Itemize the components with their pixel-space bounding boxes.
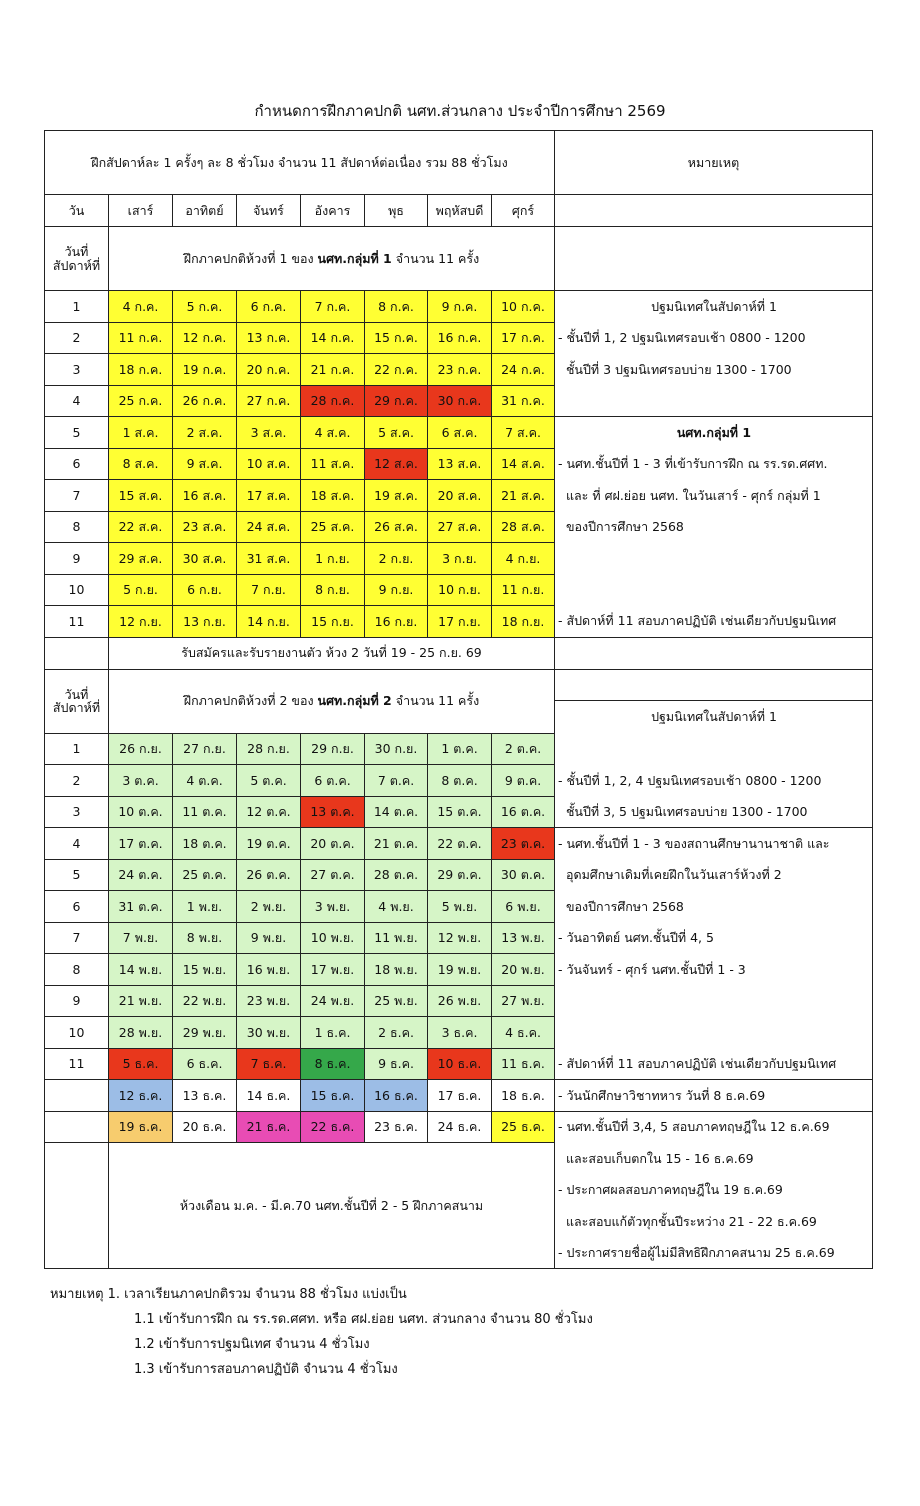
week-label-line: วันที่: [64, 686, 89, 702]
date-cell: 5 ต.ค.: [237, 765, 301, 797]
week-label-line: วันที่: [64, 244, 89, 260]
date-cell: 26 พ.ย.: [428, 985, 492, 1017]
date-cell: 4 พ.ย.: [365, 891, 428, 923]
date-cell: 6 พ.ย.: [492, 891, 555, 923]
date-cell: 2 ก.ย.: [365, 543, 428, 575]
date-cell: 1 ธ.ค.: [301, 1017, 365, 1049]
remark-line: และ ที่ ศฝ.ย่อย นศท. ในวันเสาร์ - ศุกร์ กลุ่มที่ 1: [555, 480, 873, 512]
week-number: 2: [45, 765, 109, 797]
date-cell: 14 ต.ค.: [365, 796, 428, 828]
date-cell: 8 ก.ค.: [365, 291, 428, 323]
date-cell: 18 ส.ค.: [301, 480, 365, 512]
date-cell: 15 พ.ย.: [173, 954, 237, 986]
group-title-text: ฝึกภาคปกติห้วงที่ 2 ของ: [183, 693, 318, 709]
date-cell: 22 ก.ค.: [365, 354, 428, 386]
date-cell: 3 ส.ค.: [237, 417, 301, 449]
remark-line: ของปีการศึกษา 2568: [555, 891, 873, 923]
date-cell: 21 พ.ย.: [109, 985, 173, 1017]
table-row: [45, 796, 873, 828]
table-row: [45, 511, 873, 543]
date-cell: 8 พ.ย.: [173, 922, 237, 954]
table-row: [45, 195, 873, 227]
remark-line: - ชั้นปีที่ 1, 2 ปฐมนิเทศรอบเช้า 0800 - 1200: [555, 322, 873, 354]
date-cell: 7 พ.ย.: [109, 922, 173, 954]
remark-blank: [555, 669, 873, 700]
date-cell: 27 ก.ค.: [237, 385, 301, 417]
date-cell: 5 ส.ค.: [365, 417, 428, 449]
date-cell: 1 ส.ค.: [109, 417, 173, 449]
date-cell: 31 ส.ค.: [237, 543, 301, 575]
table-row: [45, 574, 873, 606]
date-cell: 30 ก.ค.: [428, 385, 492, 417]
date-cell: 18 ต.ค.: [173, 828, 237, 860]
date-cell: 24 ก.ค.: [492, 354, 555, 386]
date-cell: 24 ต.ค.: [109, 859, 173, 891]
date-cell: 23 ก.ค.: [428, 354, 492, 386]
week-number: 11: [45, 606, 109, 638]
week-number: 4: [45, 385, 109, 417]
table-row: [45, 354, 873, 386]
date-cell: 15 ธ.ค.: [301, 1080, 365, 1112]
table-row: [45, 1017, 873, 1049]
date-cell: 1 ต.ค.: [428, 733, 492, 765]
date-cell: 25 พ.ย.: [365, 985, 428, 1017]
date-cell: 9 ต.ค.: [492, 765, 555, 797]
date-cell: 14 ธ.ค.: [237, 1080, 301, 1112]
date-cell: 22 ธ.ค.: [301, 1111, 365, 1143]
date-cell: 6 ก.ย.: [173, 574, 237, 606]
table-row: [45, 765, 873, 797]
date-cell: 6 ก.ค.: [237, 291, 301, 323]
remark-line: - วันอาทิตย์ นศท.ชั้นปีที่ 4, 5: [555, 922, 873, 954]
date-cell: 20 ธ.ค.: [173, 1111, 237, 1143]
date-cell: 12 ต.ค.: [237, 796, 301, 828]
remark-line: ชั้นปีที่ 3 ปฐมนิเทศรอบบ่าย 1300 - 1700: [555, 354, 873, 386]
date-cell: 11 ธ.ค.: [492, 1048, 555, 1080]
date-cell: 7 ธ.ค.: [237, 1048, 301, 1080]
date-cell: 12 พ.ย.: [428, 922, 492, 954]
date-cell: 31 ก.ค.: [492, 385, 555, 417]
date-cell: 21 ส.ค.: [492, 480, 555, 512]
date-cell: 7 ก.ย.: [237, 574, 301, 606]
table-row: [45, 291, 873, 323]
date-cell: 12 ส.ค.: [365, 448, 428, 480]
table-row: [45, 954, 873, 986]
blank-cell: [45, 637, 109, 669]
footnote-item: 1.1 เข้ารับการฝึก ณ รร.รด.ศศท. หรือ ศฝ.ย่อย นศท. ส่วนกลาง จำนวน 80 ชั่วโมง: [134, 1312, 593, 1327]
remark-blank: [555, 637, 873, 669]
table-row: [45, 859, 873, 891]
table-row: [45, 606, 873, 638]
day-label: วัน: [45, 195, 109, 227]
group1-title: [109, 227, 555, 291]
date-cell: 31 ต.ค.: [109, 891, 173, 923]
date-cell: 24 ส.ค.: [237, 511, 301, 543]
date-cell: 27 พ.ย.: [492, 985, 555, 1017]
date-cell: 12 ธ.ค.: [109, 1080, 173, 1112]
table-row: [45, 131, 873, 195]
date-cell: 23 ต.ค.: [492, 828, 555, 860]
date-cell: 18 ก.ย.: [492, 606, 555, 638]
table-row: [45, 417, 873, 449]
week-number: 10: [45, 574, 109, 606]
date-cell: 30 ก.ย.: [365, 733, 428, 765]
date-cell: 27 ส.ค.: [428, 511, 492, 543]
group-label-bold: นศท.กลุ่มที่ 2: [317, 693, 392, 709]
table-row: [45, 385, 873, 417]
date-cell: 13 พ.ย.: [492, 922, 555, 954]
date-cell: 8 ส.ค.: [109, 448, 173, 480]
date-cell: 25 ส.ค.: [301, 511, 365, 543]
date-cell: 9 ธ.ค.: [365, 1048, 428, 1080]
date-cell: 15 ต.ค.: [428, 796, 492, 828]
date-cell: 25 ต.ค.: [173, 859, 237, 891]
date-cell: 19 พ.ย.: [428, 954, 492, 986]
remark-line: [555, 385, 873, 417]
date-cell: 20 ส.ค.: [428, 480, 492, 512]
date-cell: 4 ต.ค.: [173, 765, 237, 797]
date-cell: 26 ส.ค.: [365, 511, 428, 543]
remark-line: - ชั้นปีที่ 1, 2, 4 ปฐมนิเทศรอบเช้า 0800 - 1200: [555, 765, 873, 797]
date-cell: 8 ก.ย.: [301, 574, 365, 606]
date-cell: 3 พ.ย.: [301, 891, 365, 923]
group-title-text: จำนวน 11 ครั้ง: [391, 693, 480, 709]
week-number: 3: [45, 796, 109, 828]
date-cell: 22 พ.ย.: [173, 985, 237, 1017]
date-cell: 5 ก.ย.: [109, 574, 173, 606]
week-label-line: สัปดาห์ที่: [52, 700, 101, 715]
date-cell: 5 พ.ย.: [428, 891, 492, 923]
date-cell: 25 ธ.ค.: [492, 1111, 555, 1143]
date-cell: 1 พ.ย.: [173, 891, 237, 923]
date-cell: 15 ก.ย.: [301, 606, 365, 638]
date-cell: 9 พ.ย.: [237, 922, 301, 954]
date-cell: 6 ส.ค.: [428, 417, 492, 449]
date-cell: 30 ต.ค.: [492, 859, 555, 891]
date-cell: 12 ก.ค.: [173, 322, 237, 354]
date-cell: 19 ต.ค.: [237, 828, 301, 860]
date-cell: 20 ก.ค.: [237, 354, 301, 386]
day-header: พฤหัสบดี: [428, 195, 492, 227]
date-cell: 11 ก.ย.: [492, 574, 555, 606]
date-cell: 14 ก.ค.: [301, 322, 365, 354]
date-cell: 13 ก.ค.: [237, 322, 301, 354]
date-cell: 14 พ.ย.: [109, 954, 173, 986]
date-cell: 2 ธ.ค.: [365, 1017, 428, 1049]
date-cell: 23 ส.ค.: [173, 511, 237, 543]
remark-line: [555, 1017, 873, 1049]
remark-line: [555, 543, 873, 575]
day-header: จันทร์: [237, 195, 301, 227]
week-number: 8: [45, 954, 109, 986]
date-cell: 30 ส.ค.: [173, 543, 237, 575]
remark-line: - นศท.ชั้นปีที่ 1 - 3 ของสถานศึกษานานาชาติ และ: [555, 828, 873, 860]
week-label-line: สัปดาห์ที่: [52, 257, 101, 273]
date-cell: 17 ก.ค.: [492, 322, 555, 354]
week-number: 5: [45, 859, 109, 891]
date-cell: 16 ส.ค.: [173, 480, 237, 512]
table-row: [45, 669, 873, 700]
date-cell: 17 ก.ย.: [428, 606, 492, 638]
date-cell: 17 ธ.ค.: [428, 1080, 492, 1112]
date-cell: 16 ธ.ค.: [365, 1080, 428, 1112]
day-header: ศุกร์: [492, 195, 555, 227]
date-cell: 29 ต.ค.: [428, 859, 492, 891]
date-cell: 28 พ.ย.: [109, 1017, 173, 1049]
date-cell: 10 ก.ค.: [492, 291, 555, 323]
date-cell: 4 ก.ย.: [492, 543, 555, 575]
date-cell: 26 ก.ค.: [173, 385, 237, 417]
date-cell: 22 ส.ค.: [109, 511, 173, 543]
remark-line: นศท.กลุ่มที่ 1: [555, 417, 873, 449]
group-title-text: ฝึกภาคปกติห้วงที่ 1 ของ: [183, 250, 318, 266]
date-cell: 3 ต.ค.: [109, 765, 173, 797]
table-row: [45, 637, 873, 669]
date-cell: 30 พ.ย.: [237, 1017, 301, 1049]
date-cell: 7 ส.ค.: [492, 417, 555, 449]
week-number: 5: [45, 417, 109, 449]
table-row: [45, 1143, 873, 1175]
date-cell: 9 ส.ค.: [173, 448, 237, 480]
table-row: [45, 448, 873, 480]
remark-line: [555, 574, 873, 606]
date-cell: 10 ธ.ค.: [428, 1048, 492, 1080]
table-row: [45, 828, 873, 860]
date-cell: 10 ก.ย.: [428, 574, 492, 606]
remark-line: - วันนักศึกษาวิชาทหาร วันที่ 8 ธ.ค.69: [555, 1080, 873, 1112]
date-cell: 21 ธ.ค.: [237, 1111, 301, 1143]
blank-cell: [45, 1143, 109, 1269]
date-cell: 13 ธ.ค.: [173, 1080, 237, 1112]
day-header: อังคาร: [301, 195, 365, 227]
date-cell: 4 ก.ค.: [109, 291, 173, 323]
date-cell: 16 ก.ค.: [428, 322, 492, 354]
remark-line: - นศท.ชั้นปีที่ 1 - 3 ที่เข้ารับการฝึก ณ รร.รด.ศศท.: [555, 448, 873, 480]
table-row: [45, 891, 873, 923]
date-cell: 2 ต.ค.: [492, 733, 555, 765]
date-cell: 21 ก.ค.: [301, 354, 365, 386]
date-cell: 16 ก.ย.: [365, 606, 428, 638]
date-cell: 12 ก.ย.: [109, 606, 173, 638]
footnote-item: 1.2 เข้ารับการปฐมนิเทศ จำนวน 4 ชั่วโมง: [134, 1337, 370, 1352]
week-number: 11: [45, 1048, 109, 1080]
week-number: 7: [45, 480, 109, 512]
date-cell: 11 พ.ย.: [365, 922, 428, 954]
table-row: [45, 480, 873, 512]
week-number: 4: [45, 828, 109, 860]
date-cell: 13 ต.ค.: [301, 796, 365, 828]
date-cell: 11 ต.ค.: [173, 796, 237, 828]
date-cell: 9 ก.ค.: [428, 291, 492, 323]
day-header: พุธ: [365, 195, 428, 227]
group-label-bold: นศท.กลุ่มที่ 1: [317, 250, 392, 266]
date-cell: 13 ส.ค.: [428, 448, 492, 480]
week-number: 1: [45, 733, 109, 765]
week-number: 6: [45, 891, 109, 923]
date-cell: 27 ต.ค.: [301, 859, 365, 891]
date-cell: 4 ธ.ค.: [492, 1017, 555, 1049]
date-cell: 28 ก.ค.: [301, 385, 365, 417]
remark-line: [555, 733, 873, 765]
schedule-table: [44, 130, 873, 1269]
remark-line: และสอบแก้ตัวทุกชั้นปีระหว่าง 21 - 22 ธ.ค.69: [555, 1206, 873, 1238]
remark-line: ของปีการศึกษา 2568: [555, 511, 873, 543]
remark-line: ปฐมนิเทศในสัปดาห์ที่ 1: [555, 700, 873, 733]
week-number: 7: [45, 922, 109, 954]
date-cell: 3 ธ.ค.: [428, 1017, 492, 1049]
week-number: 3: [45, 354, 109, 386]
date-cell: 6 ต.ค.: [301, 765, 365, 797]
date-cell: 17 ต.ค.: [109, 828, 173, 860]
remark-line: - ประกาศผลสอบภาคทฤษฎีใน 19 ธ.ค.69: [555, 1174, 873, 1206]
week-number: 1: [45, 291, 109, 323]
date-cell: 4 ส.ค.: [301, 417, 365, 449]
field-training-note: ห้วงเดือน ม.ค. - มี.ค.70 นศท.ชั้นปีที่ 2 - 5 ฝึกภาคสนาม: [109, 1143, 555, 1269]
remark-line: ชั้นปีที่ 3, 5 ปฐมนิเทศรอบบ่าย 1300 - 1700: [555, 796, 873, 828]
date-cell: 29 พ.ย.: [173, 1017, 237, 1049]
date-cell: 5 ธ.ค.: [109, 1048, 173, 1080]
date-cell: 23 พ.ย.: [237, 985, 301, 1017]
table-row: [45, 1048, 873, 1080]
table-row: [45, 543, 873, 575]
summary-header: ฝึกสัปดาห์ละ 1 ครั้งๆ ละ 8 ชั่วโมง จำนวน 11 สัปดาห์ต่อเนื่อง รวม 88 ชั่วโมง: [45, 131, 555, 195]
date-cell: 17 ส.ค.: [237, 480, 301, 512]
date-cell: 26 ต.ค.: [237, 859, 301, 891]
remark-line: - สัปดาห์ที่ 11 สอบภาคปฏิบัติ เช่นเดียวกับปฐมนิเทศ: [555, 606, 873, 638]
date-cell: 10 ต.ค.: [109, 796, 173, 828]
week-label: [45, 227, 109, 291]
table-row: [45, 1111, 873, 1143]
date-cell: 18 พ.ย.: [365, 954, 428, 986]
date-cell: 13 ก.ย.: [173, 606, 237, 638]
remark-header: หมายเหตุ: [555, 131, 873, 195]
remark-line: อุดมศึกษาเดิมที่เคยฝึกในวันเสาร์ห้วงที่ 2: [555, 859, 873, 891]
table-row: [45, 733, 873, 765]
date-cell: 5 ก.ค.: [173, 291, 237, 323]
registration-note: รับสมัครและรับรายงานตัว ห้วง 2 วันที่ 19 - 25 ก.ย. 69: [109, 637, 555, 669]
day-header: เสาร์: [109, 195, 173, 227]
date-cell: 21 ต.ค.: [365, 828, 428, 860]
footnote-item: 1.3 เข้ารับการสอบภาคปฏิบัติ จำนวน 4 ชั่วโมง: [134, 1362, 398, 1377]
date-cell: 10 ส.ค.: [237, 448, 301, 480]
date-cell: 24 พ.ย.: [301, 985, 365, 1017]
date-cell: 28 ต.ค.: [365, 859, 428, 891]
date-cell: 24 ธ.ค.: [428, 1111, 492, 1143]
remark-line: [555, 985, 873, 1017]
date-cell: 3 ก.ย.: [428, 543, 492, 575]
date-cell: 8 ธ.ค.: [301, 1048, 365, 1080]
table-row: [45, 985, 873, 1017]
table-row: [45, 322, 873, 354]
remark-line: - สัปดาห์ที่ 11 สอบภาคปฏิบัติ เช่นเดียวกับปฐมนิเทศ: [555, 1048, 873, 1080]
date-cell: 20 พ.ย.: [492, 954, 555, 986]
date-cell: 7 ต.ค.: [365, 765, 428, 797]
remark-blank: [555, 195, 873, 227]
date-cell: 7 ก.ค.: [301, 291, 365, 323]
table-row: [45, 227, 873, 291]
date-cell: 25 ก.ค.: [109, 385, 173, 417]
date-cell: 17 พ.ย.: [301, 954, 365, 986]
date-cell: 8 ต.ค.: [428, 765, 492, 797]
week-number: 10: [45, 1017, 109, 1049]
week-number: 6: [45, 448, 109, 480]
week-number: [45, 1080, 109, 1112]
date-cell: 11 ส.ค.: [301, 448, 365, 480]
date-cell: 19 ก.ค.: [173, 354, 237, 386]
group2-title: [109, 669, 555, 733]
date-cell: 29 ก.ค.: [365, 385, 428, 417]
group-title-text: จำนวน 11 ครั้ง: [391, 250, 480, 266]
footnotes: [50, 1282, 593, 1382]
date-cell: 14 ก.ย.: [237, 606, 301, 638]
remark-line: ปฐมนิเทศในสัปดาห์ที่ 1: [555, 291, 873, 323]
week-number: 2: [45, 322, 109, 354]
date-cell: 2 ส.ค.: [173, 417, 237, 449]
date-cell: 19 ธ.ค.: [109, 1111, 173, 1143]
footnote-main: หมายเหตุ 1. เวลาเรียนภาคปกติรวม จำนวน 88 ชั่วโมง แบ่งเป็น: [50, 1287, 407, 1302]
date-cell: 14 ส.ค.: [492, 448, 555, 480]
week-number: 8: [45, 511, 109, 543]
date-cell: 22 ต.ค.: [428, 828, 492, 860]
week-number: 9: [45, 543, 109, 575]
date-cell: 15 ก.ค.: [365, 322, 428, 354]
date-cell: 1 ก.ย.: [301, 543, 365, 575]
remark-line: - วันจันทร์ - ศุกร์ นศท.ชั้นปีที่ 1 - 3: [555, 954, 873, 986]
date-cell: 18 ก.ค.: [109, 354, 173, 386]
date-cell: 23 ธ.ค.: [365, 1111, 428, 1143]
date-cell: 18 ธ.ค.: [492, 1080, 555, 1112]
date-cell: 19 ส.ค.: [365, 480, 428, 512]
date-cell: 20 ต.ค.: [301, 828, 365, 860]
date-cell: 26 ก.ย.: [109, 733, 173, 765]
date-cell: 29 ส.ค.: [109, 543, 173, 575]
date-cell: 15 ส.ค.: [109, 480, 173, 512]
remark-line: และสอบเก็บตกใน 15 - 16 ธ.ค.69: [555, 1143, 873, 1175]
date-cell: 16 ต.ค.: [492, 796, 555, 828]
date-cell: 27 ก.ย.: [173, 733, 237, 765]
date-cell: 10 พ.ย.: [301, 922, 365, 954]
remark-line: - นศท.ชั้นปีที่ 3,4, 5 สอบภาคทฤษฎีใน 12 ธ.ค.69: [555, 1111, 873, 1143]
date-cell: 6 ธ.ค.: [173, 1048, 237, 1080]
remark-line: - ประกาศรายชื่อผู้ไม่มีสิทธิฝึกภาคสนาม 25 ธ.ค.69: [555, 1237, 873, 1269]
date-cell: 28 ก.ย.: [237, 733, 301, 765]
date-cell: 28 ส.ค.: [492, 511, 555, 543]
table-row: [45, 1080, 873, 1112]
week-number: [45, 1111, 109, 1143]
week-label: [45, 669, 109, 733]
date-cell: 16 พ.ย.: [237, 954, 301, 986]
date-cell: 2 พ.ย.: [237, 891, 301, 923]
table-row: [45, 922, 873, 954]
date-cell: 29 ก.ย.: [301, 733, 365, 765]
page-title: กำหนดการฝึกภาคปกติ นศท.ส่วนกลาง ประจำปีการศึกษา 2569: [254, 102, 666, 120]
remark-blank: [555, 227, 873, 291]
date-cell: 9 ก.ย.: [365, 574, 428, 606]
week-number: 9: [45, 985, 109, 1017]
date-cell: 11 ก.ค.: [109, 322, 173, 354]
day-header: อาทิตย์: [173, 195, 237, 227]
